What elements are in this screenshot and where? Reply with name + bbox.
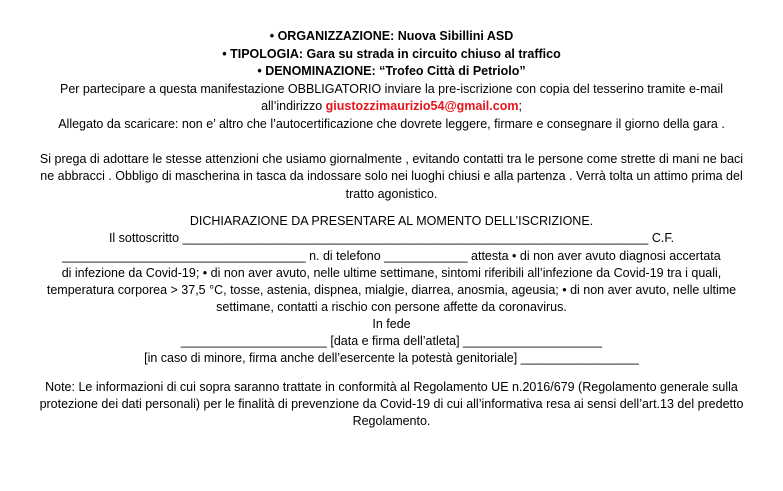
- request-line-2: ne abbracci . Obbligo di mascherina in tasca da indossare solo nei luoghi chiusi e alla partenza . Verrà tolta un attimo prima del: [40, 169, 743, 183]
- declaration-line-2: ___________________________________ n. di telefono ____________ attesta • di non aver avuto diagnosi accertata: [62, 249, 721, 263]
- declaration-line-4: temperatura corporea > 37,5 °C, tosse, astenia, dispnea, mialgie, diarrea, anosmia, ageusia; • di non aver avuto, nelle ultime: [46, 283, 737, 297]
- intro-line-2: all’indirizzo giustozzimaurizio54@gmail.com;: [261, 99, 522, 113]
- intro-line-3: Allegato da scaricare: non e’ altro che l’autocertificazione che dovrete leggere, firmare e consegnare il giorno della gara .: [58, 117, 725, 131]
- email-link[interactable]: giustozzimaurizio54@gmail.com: [325, 99, 519, 113]
- note-line-3: Regolamento.: [352, 414, 431, 428]
- declaration-line-5: settimane, contatti a rischio con persone affette da coronavirus.: [216, 300, 567, 314]
- tipologia-line: [0, 46, 783, 62]
- tipologia-value: Gara su strada in circuito chiuso al traffico: [306, 47, 561, 61]
- denominazione-label: • DENOMINAZIONE:: [257, 64, 376, 78]
- request-line-3: tratto agonistico.: [345, 187, 438, 201]
- intro-line-1: Per partecipare a questa manifestazione OBBLIGATORIO inviare la pre-iscrizione con copia del tesserino tramite e-mail: [59, 82, 724, 96]
- declaration-title: DICHIARAZIONE DA PRESENTARE AL MOMENTO DELL’ISCRIZIONE.: [189, 214, 594, 228]
- organizzazione-label: • ORGANIZZAZIONE:: [269, 29, 395, 43]
- denominazione-value: “Trofeo Città di Petriolo”: [379, 64, 526, 78]
- denominazione-line: [0, 63, 783, 79]
- note-line-2: protezione dei dati personali) per le finalità di prevenzione da Covid-19 di cui all’informativa resa ai sensi dell’art.13 del predetto: [39, 397, 744, 411]
- request-line-1: Si prega di adottare le stesse attenzioni che usiamo giornalmente , evitando contatti tra le persone come strette di mani ne baci: [39, 152, 744, 166]
- note-line-1: Note: Le informazioni di cui sopra saranno trattate in conformità al Regolamento UE n.2016/679 (Regolamento generale sulla: [45, 380, 738, 394]
- in-fede-line: In fede: [372, 317, 411, 331]
- declaration-line-1: Il sottoscritto ___________________________________________________________________ C.F.: [108, 231, 675, 245]
- organizzazione-line: [0, 28, 783, 44]
- signature-line: _____________________ [data e firma dell’atleta] ____________________: [180, 334, 603, 348]
- tipologia-label: • TIPOLOGIA:: [222, 47, 304, 61]
- declaration-line-3: di infezione da Covid-19; • di non aver avuto, nelle ultime settimane, sintomi riferibili all’infezione da Covid-19 tra i quali,: [61, 266, 722, 280]
- minor-signature-line: [in caso di minore, firma anche dell’esercente la potestà genitoriale] _________________: [144, 351, 639, 365]
- organizzazione-value: Nuova Sibillini ASD: [397, 29, 514, 43]
